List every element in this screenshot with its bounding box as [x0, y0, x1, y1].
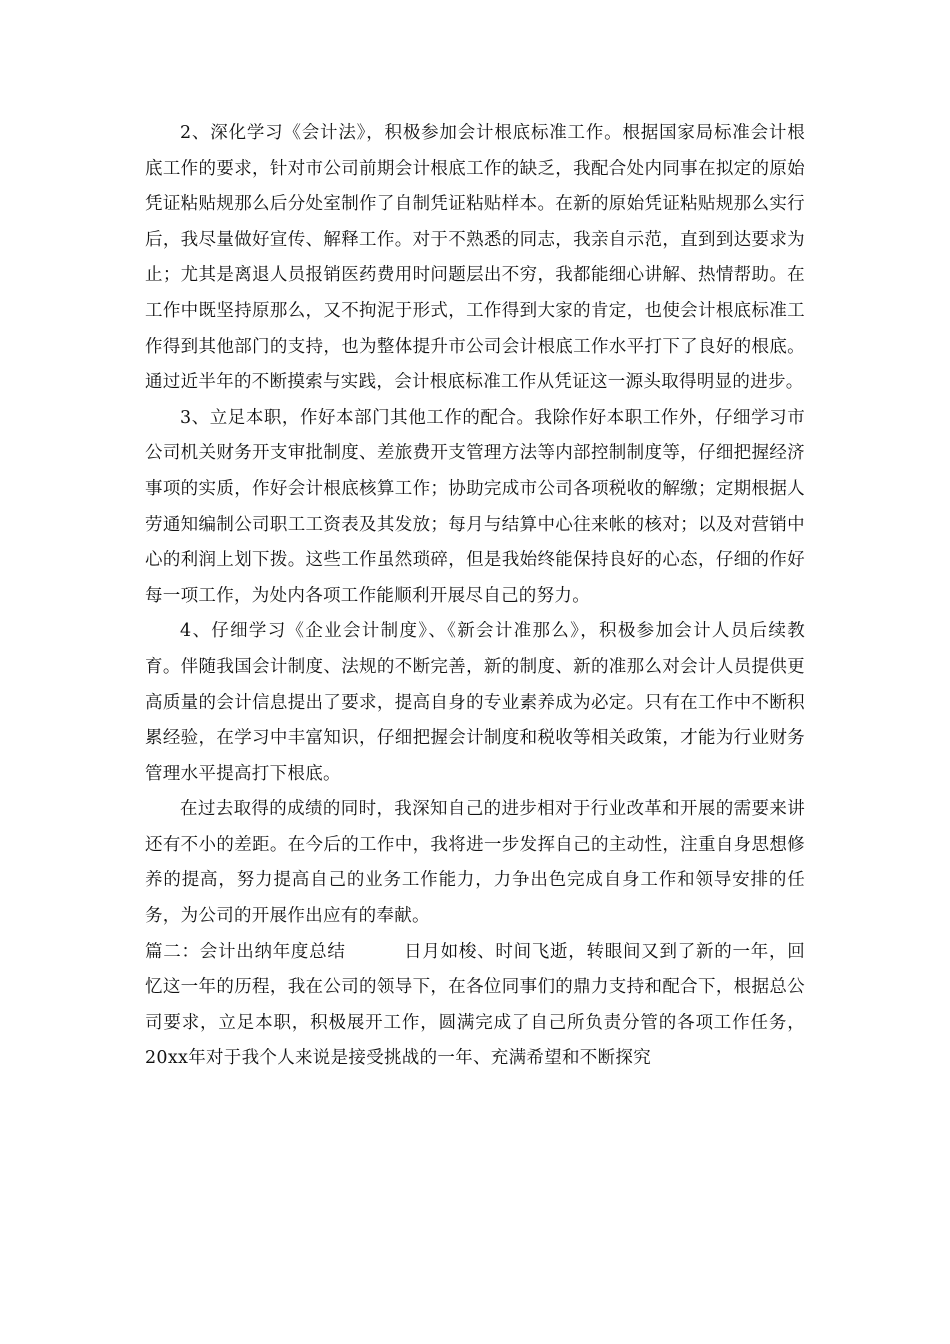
paragraph-stand-on-duty: 3、立足本职，作好本部门其他工作的配合。我除作好本职工作外，仔细学习市公司机关财务开支审批制度、差旅费开支管理方法等内部控制制度等，仔细把握经济事项的实质，作好会计根底核算工作；协助完成市公司各项税收的解缴；定期根据人劳通知编制公司职工工资表及其发放；每月与结算中心往来帐的核对；以及对营销中心的利润上划下拨。这些工作虽然琐碎，但是我始终能保持良好的心态，仔细的作好每一项工作，为处内各项工作能顺利开展尽自己的努力。: [145, 407, 805, 606]
document-body: [145, 116, 805, 1077]
section-two-paragraph: [145, 935, 805, 1077]
paragraph-study-accounting-system: 4、仔细学习《企业会计制度》、《新会计准那么》，积极参加会计人员后续教育。伴随我国会计制度、法规的不断完善，新的制度、新的准那么对会计人员提供更高质量的会计信息提出了要求，提高自身的专业素养成为必定。只有在工作中不断积累经验，在学习中丰富知识，仔细把握会计制度和税收等相关政策，才能为行业财务管理水平提高打下根底。: [145, 621, 805, 784]
paragraph-deepen-accounting-law: 2、深化学习《会计法》，积极参加会计根底标准工作。根据国家局标准会计根底工作的要求，针对市公司前期会计根底工作的缺乏，我配合处内同事在拟定的原始凭证粘贴规那么后分处室制作了自制凭证粘贴样本。在新的原始凭证粘贴规那么实行后，我尽量做好宣传、解释工作。对于不熟悉的同志，我亲自示范，直到到达要求为止；尤其是离退人员报销医药费用时问题层出不穷，我都能细心讲解、热情帮助。在工作中既坚持原那么，又不拘泥于形式，工作得到大家的肯定，也使会计根底标准工作得到其他部门的支持，也为整体提升市公司会计根底工作水平打下了良好的根底。通过近半年的不断摸索与实践，会计根底标准工作从凭证这一源头取得明显的进步。: [145, 123, 805, 393]
paragraph-conclusion: 在过去取得的成绩的同时，我深知自己的进步相对于行业改革和开展的需要来讲还有不小的差距。在今后的工作中，我将进一步发挥自己的主动性，注重自身思想修养的提高，努力提高自己的业务工作能力，力争出色完成自身工作和领导安排的任务，为公司的开展作出应有的奉献。: [145, 799, 805, 927]
section-two-body: 日月如梭、时间飞逝，转眼间又到了新的一年，回忆这一年的历程，我在公司的领导下，在各位同事们的鼎力支持和配合下，根据总公司要求，立足本职，积极展开工作，圆满完成了自己所负责分管的各项工作任务，20xx年对于我个人来说是接受挑战的一年、充满希望和不断探究: [145, 941, 805, 1069]
section-two-heading: 篇二：会计出纳年度总结: [145, 941, 346, 962]
